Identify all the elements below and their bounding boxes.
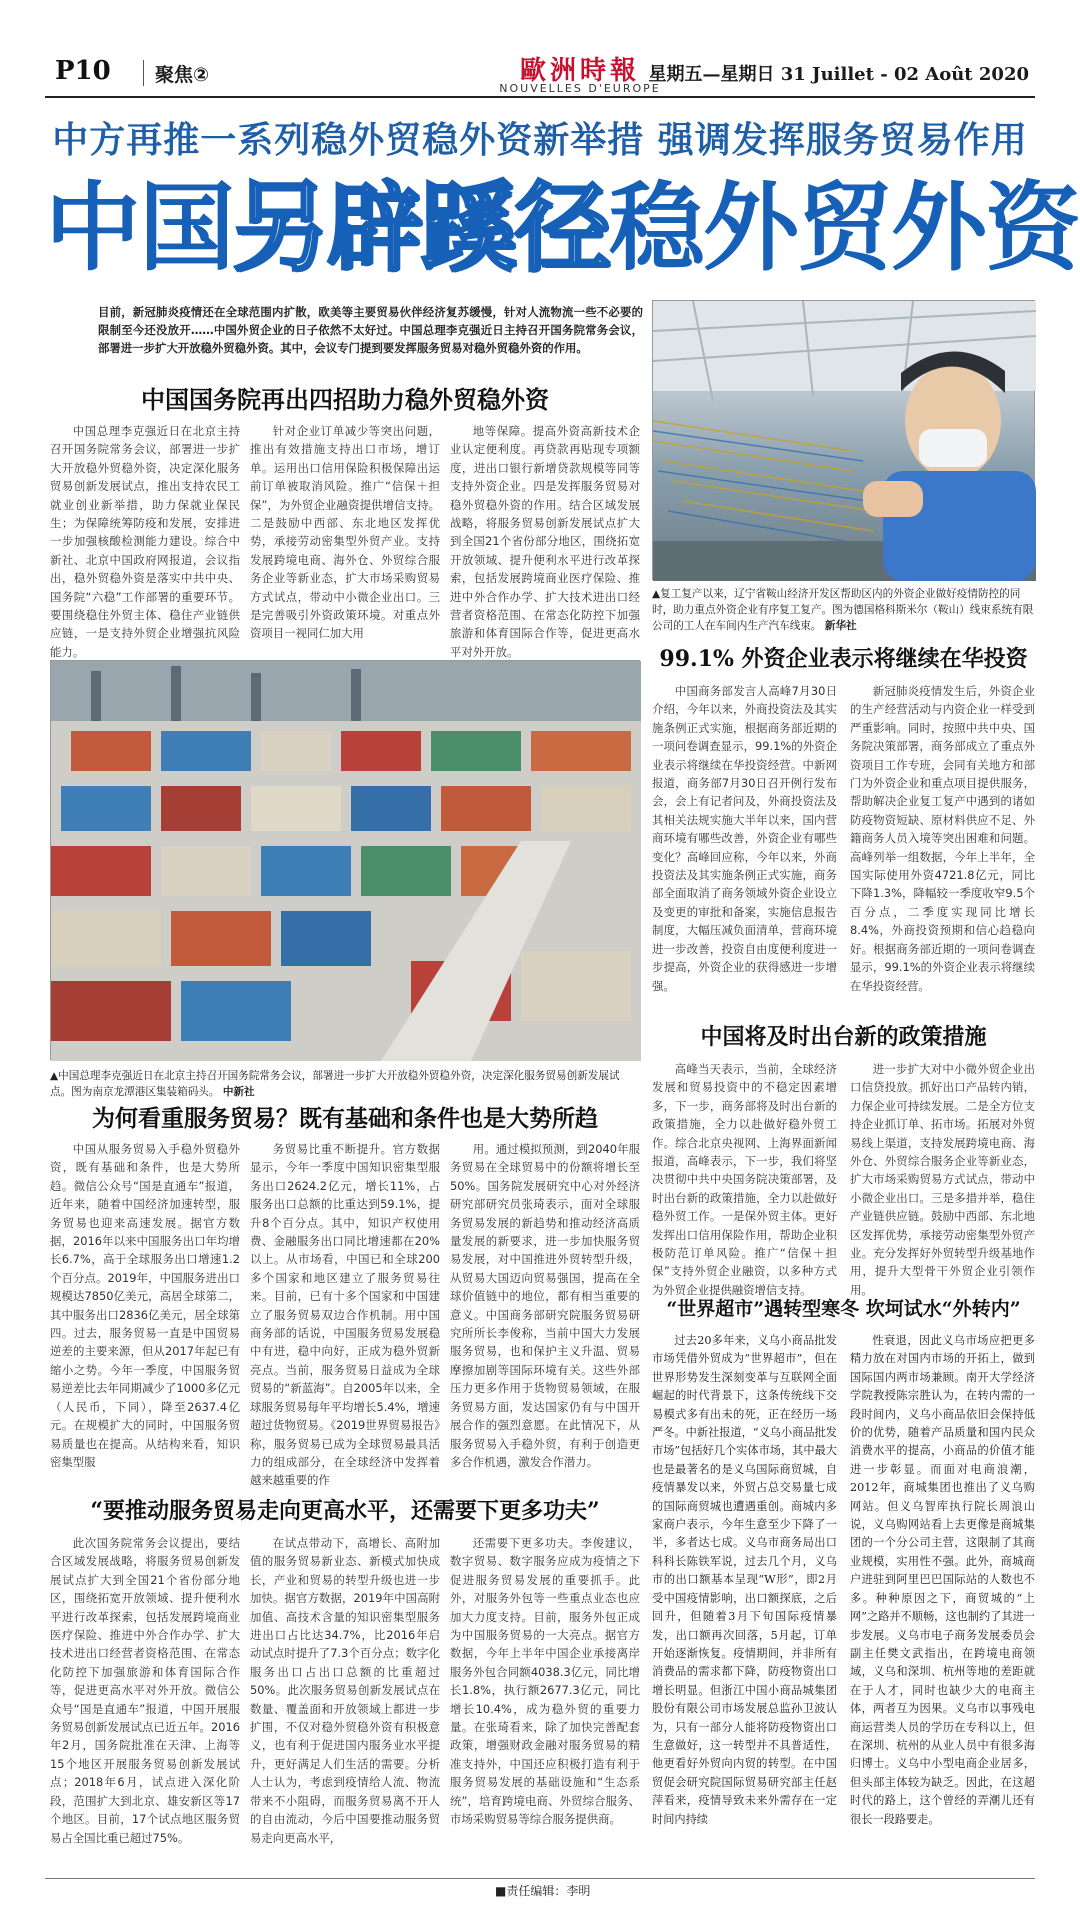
page-footer xyxy=(45,1878,1035,1900)
headline-part-2: 另辟蹊径 xyxy=(233,172,609,284)
port-caption-text: ▲中国总理李克强近日在北京主持召开国务院常务会议，部署进一步扩大开放稳外贸稳外资，决定深化服务贸易创新发展试点。图为南京龙潭港区集装箱码头。 xyxy=(50,1070,620,1098)
article-4-title: “世界超市”遇转型寒冬 坎坷试水“外转内” xyxy=(666,1298,1021,1320)
article-5-col-2-text: 务贸易比重不断提升。官方数据显示，今年一季度中国知识密集型服务出口2624.2亿元，增长11%，占服务出口总额的比重达到59.1%，提升8个百分点。其中，知识产权使用费、金融服务出口同比增速都在20%以上。从市场看，中国已和全球200多个国家和地区建立了服务贸易往来。目前，已有十多个国家和中国建立了服务贸易双边合作机制。用中国商务部的话说，中国服务贸易发展稳中有进，稳中向好，正成为稳外贸新亮点。当前，服务贸易日益成为全球贸易的“新蓝海”。自2005年以来，全球服务贸易每年平均增长5.4%，增速超过货物贸易。《2019世界贸易报告》称，服务贸易已成为全球贸易最具活力的组成部分，在全球经济中发挥着越来越重要的作 xyxy=(250,1142,440,1488)
article-2-col-2 xyxy=(850,682,1035,1010)
article-6-col-3 xyxy=(450,1534,640,1870)
article-5-col-2 xyxy=(250,1140,440,1488)
article-4-col-2-text: 性衰退，因此义乌市场应把更多精力放在对国内市场的开拓上，做到国际国内两市场兼顾。南开大学经济学院教授陈宗胜认为，在转内需的一段时间内，义乌小商品依旧会保持低价的优势，随着产品质量和国内民众消费水平的提高，小商品的价值才能进一步彰显。而面对电商浪潮，2012年，商城集团也推出了义乌购网站。但义乌智库执行院长周浪山说，义乌购网站看上去更像是商城集团的一个分公司主营，这限制了其商业规模，实用性不强。此外，商城商户进驻到阿里巴巴国际站的人数也不多。种种原因之下，商贸城的“上网”之路并不顺畅，这也制约了其进一步发展。义乌市电子商务发展委员会副主任樊文武指出，在跨境电商领域，义乌和深圳、杭州等地的差距就在于人才，同时也缺少大的电商主体，两者互为因果。义乌市以事残电商运营类人员的学历在专科以上，但在深圳、杭州的从业人员中有很多海归博士。义乌中小型电商企业居多，但头部主体较为缺乏。因此，在这超时代的路上，这个曾经的弄潮儿还有很长一段路要走。 xyxy=(850,1334,1035,1826)
article-6-col-1 xyxy=(50,1534,240,1870)
article-5-col-1-text: 中国从服务贸易入手稳外贸稳外资，既有基础和条件，也是大势所趋。微信公众号“国是直通车”报道，近年来，随着中国经济加速转型，服务贸易也迎来高速发展。据官方数据，2016年以来中国服务出口年均增长6.7%，高于全球服务出口增速1.2个百分点。2019年，中国服务进出口规模达7850亿美元，高居全球第二，其中服务出口2836亿美元，居全球第四。过去，服务贸易一直是中国贸易逆差的主要来源，但从2017年起已有缩小之势。今年一季度，中国服务贸易逆差比去年同期减少了1000多亿元（人民币，下同），降至2637.4亿元。在规模扩大的同时，中国服务贸易质量也在提高。从结构来看，知识密集型服 xyxy=(50,1142,240,1469)
article-6-col-2-text: 在试点带动下，高增长、高附加值的服务贸易新业态、新模式加快成长，产业和贸易的转型升级也进一步加快。据官方数据，2019年中国高附加值、高技术含量的知识密集型服务进出口占比达34.7%，比2016年启动试点时提升了7.3个百分点；数字化服务出口占出口总额的比重超过50%。此次服务贸易创新发展试点在数量、覆盖面和开放领域上都进一步扩围，不仅对稳外贸稳外资有积极意义，也有利于促进国内服务业水平提升，更好满足人们生活的需要。分析人士认为，考虑到疫情给人流、物流带来不小阻碍，而服务贸易离不开人的自由流动，今后中国要推动服务贸易走向更高水平， xyxy=(250,1536,440,1845)
port-photo-caption xyxy=(50,1068,640,1100)
masthead xyxy=(45,50,1035,98)
article-5-col-3 xyxy=(450,1140,640,1476)
article-5-col-1 xyxy=(50,1140,240,1476)
editor-credit: ■责任编辑：李明 xyxy=(495,1884,591,1898)
port-caption-credit: 中新社 xyxy=(222,1086,255,1098)
article-1-col-1-text: 中国总理李克强近日在北京主持召开国务院常务会议，部署进一步扩大开放稳外贸稳外资，决定深化服务贸易创新发展试点，推出支持农民工就业创业新举措，助力保就业保民生；为保障统筹防疫和发展，安排进一步加强核酸检测能力建设。综合中新社、北京中国政府网报道，会议指出，稳外贸稳外资是落实中共中央、国务院“六稳”工作部署的重要环节。要围绕稳住外贸主体、稳住产业链供应链，一是支持外贸企业增强抗风险能力。 xyxy=(50,424,240,659)
article-2-col-1 xyxy=(652,682,837,1010)
article-5-title: 为何看重服务贸易？既有基础和条件也是大势所趋 xyxy=(92,1105,598,1132)
factory-worker-illustration xyxy=(653,301,1036,581)
worker-caption-credit: 新华社 xyxy=(824,620,857,632)
article-4-col-2 xyxy=(850,1332,1035,1870)
worker-photo-caption xyxy=(652,586,1035,634)
section-label: 聚焦② xyxy=(155,64,210,86)
newspaper-logo-subtitle: NOUVELLES D'EUROPE xyxy=(499,82,661,95)
article-3-col-1 xyxy=(652,1060,837,1297)
article-1-col-3-text: 地等保障。提高外资高新技术企业认定便利度。再贷款再贴现专项额度，进出口银行新增贷款规模等同等支持外资企业。四是发挥服务贸易对稳外贸稳外资的作用。结合区域发展战略，将服务贸易创新发展试点扩大到全国21个省份部分地区，围绕拓宽开放领域、提升便利水平进行改革探索，包括发展跨境商业医疗保险、推进中外合作办学、扩大技术进出口经营者资格范围、在常态化防控下加强旅游和体育国际合作等，促进更高水平对外开放。 xyxy=(450,424,640,659)
headline-part-1: 中国 xyxy=(45,172,233,284)
article-1-col-1 xyxy=(50,422,240,659)
headline-part-3: 稳外贸外资 xyxy=(609,172,1079,284)
article-6-col-1-text: 此次国务院常务会议提出，要结合区域发展战略，将服务贸易创新发展试点扩大到全国21个省份部分地区，围绕拓宽开放领域、提升便利水平进行改革探索，包括发展跨境商业医疗保险、推进中外合作办学、扩大技术进出口经营者资格范围、在常态化防控下加强旅游和体育国际合作等，促进更高水平对外开放。微信公众号“国是直通车”报道，中国开展服务贸易创新发展试点已近五年。2016年2月，国务院批准在天津、上海等15个地区开展服务贸易创新发展试点；2018年6月，试点进入深化阶段，范围扩大到北京、雄安新区等17个地区。目前，17个试点地区服务贸易占全国比重已超过75%。 xyxy=(50,1536,240,1845)
article-1-title: 中国国务院再出四招助力稳外贸稳外资 xyxy=(141,385,549,414)
masthead-divider xyxy=(143,60,144,86)
article-6-col-2 xyxy=(250,1534,440,1870)
factory-worker-photo xyxy=(652,300,1035,580)
main-headline xyxy=(45,168,1079,288)
article-2-col-1-text: 中国商务部发言人高峰7月30日介绍，今年以来，外商投资法及其实施条例正式实施，根据商务部近期的一项问卷调查显示，99.1%的外资企业表示将继续在华投资经营。中新网报道，商务部7月30日召开例行发布会，会上有记者问及，外商投资法及其相关法规实施大半年以来，国内营商环境有哪些改善，外资企业有哪些变化？高峰回应称，今年以来，外商投资法及其实施条例正式实施，商务部全面取消了商务领域外资企业设立及变更的审批和备案，实施信息报告制度，大幅压减负面清单，营商环境进一步改善，投资自由度便利度进一步提高，外资企业的获得感进一步增强。 xyxy=(652,684,837,993)
article-2-title: 99.1% 外资企业表示将继续在华投资 xyxy=(659,646,1028,672)
article-6-col-3-text: 还需要下更多功夫。李俊建议，数字贸易、数字服务应成为疫情之下促进服务贸易发展的重要抓手。此外，对服务外包等一些重点业态也应加大力度支持。目前，服务外包正成为中国服务贸易的一大亮点。据官方数据，今年上半年中国企业承接离岸服务外包合同额4038.3亿元，同比增长1.8%，执行额2677.3亿元，同比增长10.4%，成为稳外贸的重要力量。在张琦看来，除了加快完善配套政策，增强财政金融对服务贸易的精准支持外，中国还应积极打造有利于服务贸易发展的基础设施和“生态系统”，培育跨境电商、外贸综合服务、市场采购贸易等综合服务提供商。 xyxy=(450,1536,640,1827)
article-3-col-2 xyxy=(850,1060,1035,1297)
article-4-col-1-text: 过去20多年来，义乌小商品批发市场凭借外贸成为“世界超市”，但在世界形势发生深刻变革与互联网全面崛起的时代背景下，这条传统线下交易模式多有出未的死，正在经历一场严冬。中新社报道，“义乌小商品批发市场”包括好几个实体市场，其中最大也是最著名的是义乌国际商贸城，自疫情暴发以来，外贸占总交易量七成的国际商贸城也遭遇重创。商城内多家商户表示，今年生意至少下降了一半，多者达七成。义乌市商务局出口科科长陈铁军说，过去几个月，义乌市的出口额基本呈现“W形”，即2月受中国疫情影响，出口额探底，之后回升，但随着3月下旬国际疫情暴发，出口额再次回落，5月起，订单开始逐渐恢复。疫情期间，并非所有消费品的需求都下降，防疫物资出口增长明显。但浙江中国小商品城集团股份有限公司市场发展总监孙卫波认为，只有一部分人能将防疫物资出口生意做好，这一转型并不具普适性，他更看好外贸向内贸的转型。在中国贸促会研究院国际贸易研究部主任赵萍看来，疫情导致未来外需存在一定时间内持续 xyxy=(652,1334,837,1826)
kicker-headline: 中方再推一系列稳外贸稳外资新举措 强调发挥服务贸易作用 xyxy=(52,119,1028,161)
worker-caption-text: ▲复工复产以来，辽宁省鞍山经济开发区帮助区内的外资企业做好疫情防控的同时，助力重点外资企业有序复工复产。图为德国格科斯米尔（鞍山）线束系统有限公司的工人在车间内生产汽车线束。 xyxy=(652,588,1034,632)
page-number: P10 xyxy=(55,56,111,86)
article-1-col-2 xyxy=(250,422,440,650)
container-port-photo xyxy=(50,660,640,1060)
lede-paragraph: 目前，新冠肺炎疫情还在全球范围内扩散，欧美等主要贸易伙伴经济复苏缓慢，针对人流物流一些不必要的限制至今还没放开……中国外贸企业的日子依然不太好过。中国总理李克强近日主持召开国务院常务会议，部署进一步扩大开放稳外贸稳外资。其中，会议专门提到要发挥服务贸易对稳外贸稳外资的作用。 xyxy=(98,305,643,355)
newspaper-logo: 歐洲時報 xyxy=(519,56,640,86)
article-1-col-3 xyxy=(450,422,640,659)
container-port-illustration xyxy=(51,661,641,1061)
article-1-col-2-text: 针对企业订单减少等突出问题，推出有效措施支持出口市场，增订单。运用出口信用保险积极保障出运前订单被取消风险。推广“信保＋担保”，为外贸企业融资提供增信支持。二是鼓励中西部、东北地区发挥优势，承接劳动密集型外贸产业。支持发展跨境电商、海外仓、外贸综合服务企业等新业态，扩大市场采购贸易方式试点，带动中小微企业出口。三是完善吸引外资政策环境。对重点外资项目一视同仁加大用 xyxy=(250,424,440,641)
article-3-col-2-text: 进一步扩大对中小微外贸企业出口信贷投放。抓好出口产品转内销，力保企业可持续发展。二是全方位支持企业抓订单、拓市场。拓展对外贸易线上渠道，支持发展跨境电商、海外仓、外贸综合服务企业等新业态，扩大市场采购贸易方式试点，带动中小微企业出口。三是多措并举，稳住产业链供应链。鼓励中西部、东北地区发挥优势，承接劳动密集型外贸产业。充分发挥好外贸转型升级基地作用，提升大型骨干外贸企业引领作用。 xyxy=(850,1062,1035,1297)
article-6-title: “要推动服务贸易走向更高水平，还需要下更多功夫” xyxy=(90,1498,600,1524)
article-4-col-1 xyxy=(652,1332,837,1870)
article-5-col-3-text: 用。通过模拟预测，到2040年服务贸易在全球贸易中的份额将增长至50%。国务院发展研究中心对外经济研究部研究员张琦表示，面对全球服务贸易发展的新趋势和推动经济高质量发展的新要求，进一步加快服务贸易发展，对中国推进外贸转型升级，从贸易大国迈向贸易强国，提高在全球价值链中的地位，都有相当重要的意义。中国商务部研究院服务贸易研究所所长李俊称，当前中国大力发展服务贸易，也和保护主义升温、贸易摩擦加剧等国际环境有关。这些外部压力更多作用于货物贸易领域，在服务贸易方面，发达国家仍有与中国开展合作的强烈意愿。在此情况下，从服务贸易入手稳外贸，有利于创造更多合作机遇，激发合作潜力。 xyxy=(450,1142,640,1469)
article-3-col-1-text: 高峰当天表示，当前，全球经济发展和贸易投资中的不稳定因素增多，下一步，商务部将及时出台新的政策措施，全力以赴做好稳外贸工作。综合北京央视网、上海界面新闻报道，高峰表示，下一步，我们将坚决贯彻中共中央国务院决策部署，及时出台新的政策措施，全力以赴做好稳外贸工作。一是保外贸主体。更好发挥出口信用保险作用，帮助企业积极防范订单风险。推广“信保＋担保”支持外贸企业融资，以多种方式为外贸企业提供融资增信支持。 xyxy=(652,1062,837,1297)
article-3-title: 中国将及时出台新的政策措施 xyxy=(700,1024,987,1050)
issue-date: 星期五—星期日 31 Juillet - 02 Août 2020 xyxy=(648,64,1029,85)
article-2-col-2-text: 新冠肺炎疫情发生后，外资企业的生产经营活动与内资企业一样受到严重影响。同时，按照中共中央、国务院决策部署，商务部成立了重点外资项目工作专班，会同有关地方和部门为外资企业和重点项目提供服务，帮助解决企业复工复产中遇到的诸如防疫物资短缺、原材料供应不足、外籍商务人员入境等突出困难和问题。高峰列举一组数据，今年上半年，全国实际使用外资4721.8亿元，同比下降1.3%，降幅较一季度收窄9.5个百分点，二季度实现同比增长8.4%，外商投资预期和信心趋稳向好。根据商务部近期的一项问卷调查显示，99.1%的外资企业表示将继续在华投资经营。 xyxy=(850,684,1035,993)
